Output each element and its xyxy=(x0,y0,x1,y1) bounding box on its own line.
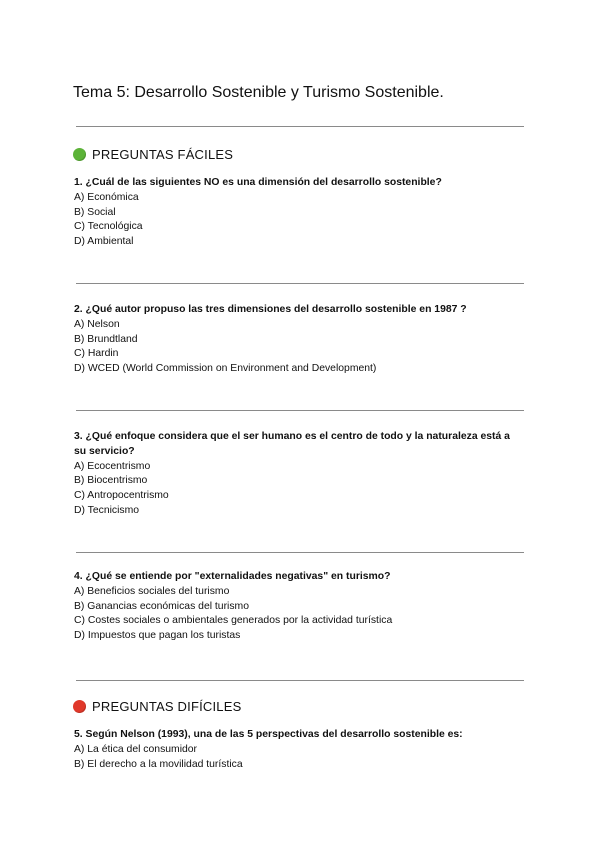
question-text: 4. ¿Qué se entiende por "externalidades negativas" en turismo? xyxy=(74,571,391,582)
answer-option: C) Costes sociales o ambientales generados por la actividad turística xyxy=(74,615,393,627)
divider xyxy=(76,283,524,284)
answer-option: A) Beneficios sociales del turismo xyxy=(74,585,230,597)
answer-option: D) Tecnicismo xyxy=(74,504,140,516)
answer-option: A) Ecocentrismo xyxy=(74,460,151,472)
section-heading-easy xyxy=(73,147,233,162)
green-circle-icon xyxy=(73,148,86,161)
section-heading-hard xyxy=(73,699,241,714)
answer-option: B) El derecho a la movilidad turística xyxy=(74,758,243,770)
question-4 xyxy=(74,570,524,644)
answer-option: C) Antropocentrismo xyxy=(74,490,169,502)
answer-option: B) Social xyxy=(74,206,116,218)
section-label-easy: PREGUNTAS FÁCILES xyxy=(92,147,234,162)
answer-option: D) Impuestos que pagan los turistas xyxy=(74,630,241,642)
question-text: 2. ¿Qué autor propuso las tres dimensiones del desarrollo sostenible en 1987 ? xyxy=(74,304,467,315)
question-2 xyxy=(74,303,524,377)
question-3 xyxy=(74,430,514,519)
section-label-hard: PREGUNTAS DIFÍCILES xyxy=(92,699,242,714)
question-text: 1. ¿Cuál de las siguientes NO es una dimensión del desarrollo sostenible? xyxy=(74,177,442,188)
answer-option: A) Nelson xyxy=(74,318,120,330)
answer-option: D) WCED (World Commission on Environment and Development) xyxy=(74,363,377,375)
question-text: 3. ¿Qué enfoque considera que el ser humano es el centro de todo y la naturaleza está a su servicio? xyxy=(74,431,510,457)
divider xyxy=(76,410,524,411)
divider xyxy=(76,552,524,553)
divider xyxy=(76,126,524,127)
question-1 xyxy=(74,176,524,250)
answer-option: A) La ética del consumidor xyxy=(74,743,198,755)
answer-option: B) Brundtland xyxy=(74,333,138,345)
red-circle-icon xyxy=(73,700,86,713)
question-5 xyxy=(74,728,524,772)
question-text: 5. Según Nelson (1993), una de las 5 perspectivas del desarrollo sostenible es: xyxy=(74,729,463,740)
answer-option: B) Ganancias económicas del turismo xyxy=(74,600,249,612)
answer-option: A) Económica xyxy=(74,191,139,203)
answer-option: B) Biocentrismo xyxy=(74,475,148,487)
answer-option: D) Ambiental xyxy=(74,236,134,248)
page-title: Tema 5: Desarrollo Sostenible y Turismo Sostenible. xyxy=(73,84,444,101)
divider xyxy=(76,680,524,681)
answer-option: C) Tecnológica xyxy=(74,221,143,233)
answer-option: C) Hardin xyxy=(74,348,119,360)
